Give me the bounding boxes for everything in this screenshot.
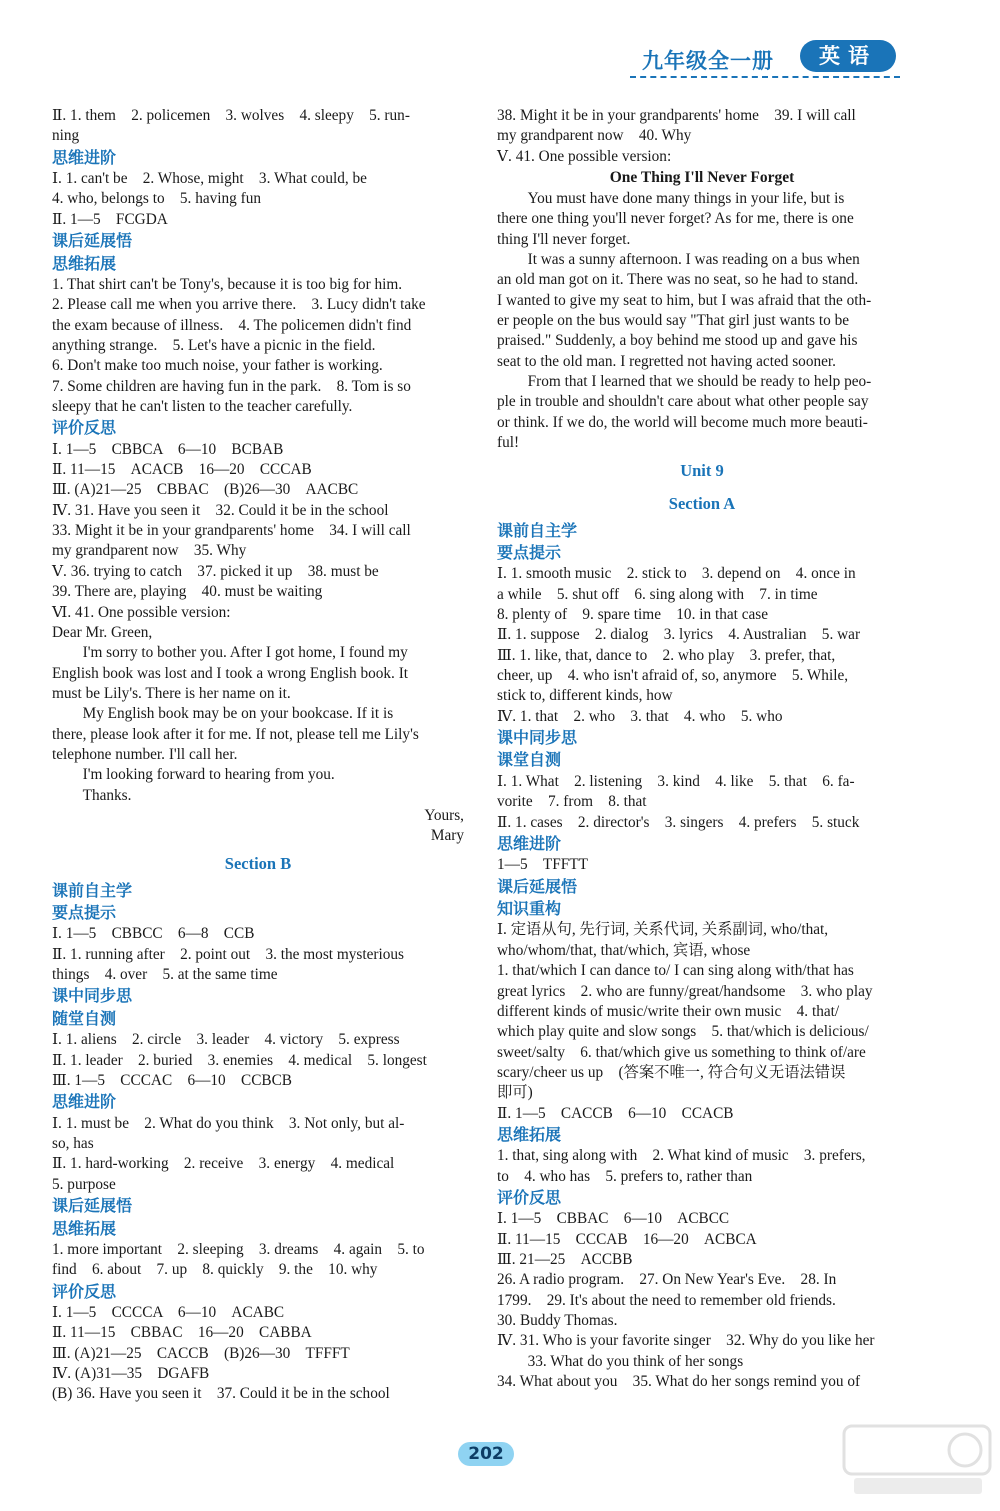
text-line: Ⅱ. 1. suppose 2. dialog 3. lyrics 4. Australian 5. war	[497, 626, 861, 644]
text-line: 39. There are, playing 40. must be waiting	[52, 583, 323, 601]
text-line: Ⅱ. 1—5 CACCB 6—10 CCACB	[497, 1104, 734, 1122]
text-line: Ⅰ. 1—5 CCCCA 6—10 ACABC	[52, 1304, 285, 1321]
text-line: ning	[52, 127, 80, 145]
text-line: 5. purpose	[52, 1175, 116, 1193]
section-heading: 课前自主学	[52, 880, 133, 900]
text-line: Ⅱ. 11—15 CBBAC 16—20 CABBA	[52, 1324, 312, 1342]
text-line: Ⅱ. 1. running after 2. point out 3. the most mysterious	[52, 945, 404, 963]
text-line: there, please look after it for me. If not, please tell me Lily's	[52, 725, 419, 743]
text-line: 1—5 TFFTT	[497, 856, 588, 874]
text-line: there one thing you'll never forget? As for me, there is one	[497, 210, 854, 228]
text-line: sweet/salty 6. that/which give us something to think of/are	[497, 1043, 866, 1061]
text-line: Ⅲ. (A)21—25 CBBAC (B)26—30 AACBC	[52, 481, 359, 499]
section-heading: 评价反思	[52, 1281, 117, 1301]
section-heading: 评价反思	[52, 418, 117, 438]
watermark-logo	[840, 1420, 995, 1500]
paragraph-line: From that I learned that we should be ready to help peo-	[527, 373, 872, 391]
section-heading: 要点提示	[497, 542, 562, 562]
text-line: 7. Some children are having fun in the park. 8. Tom is so	[52, 377, 411, 395]
text-line: different kinds of music/write their own music 4. that/	[497, 1002, 840, 1020]
text-line: Ⅱ. 11—15 CCCAB 16—20 ACBCA	[497, 1230, 757, 1248]
section-heading: 思维拓展	[52, 253, 117, 273]
text-line: or think. If we do, the world will become much more beauti-	[497, 413, 868, 431]
left-column	[52, 106, 464, 1405]
text-line: Ⅰ. 定语从句, 先行词, 关系代词, 关系副词, who/that,	[497, 921, 829, 939]
section-heading: 思维进阶	[52, 147, 117, 167]
section-heading: 知识重构	[497, 899, 562, 919]
text-line: my grandparent now 35. Why	[52, 542, 247, 560]
text-line: Ⅵ. 41. One possible version:	[52, 603, 231, 621]
text-line: so, has	[52, 1135, 94, 1153]
text-line: find 6. about 7. up 8. quickly 9. the 10. why	[52, 1261, 378, 1279]
section-heading: 思维进阶	[497, 833, 562, 853]
text-line: Ⅴ. 41. One possible version:	[497, 147, 672, 165]
text-line: 30. Buddy Thomas.	[497, 1312, 618, 1330]
text-line: 1799. 29. It's about the need to remember old friends.	[497, 1291, 836, 1309]
text-line: telephone number. I'll call her.	[52, 745, 238, 763]
paragraph-line: My English book may be on your bookcase. If it is	[82, 705, 394, 723]
section-title: Unit 9	[680, 460, 724, 480]
text-line: er people on the bus would say "That girl just wants to be	[497, 312, 850, 330]
section-title: Section B	[224, 853, 292, 873]
text-line: Ⅰ. 1. can't be 2. Whose, might 3. What could, be	[52, 170, 367, 188]
text-line: thing I'll never forget.	[497, 230, 631, 248]
text-line: scary/cheer us up (答案不唯一, 符合句义无语法错误	[497, 1063, 846, 1081]
text-line: Ⅱ. 1. hard-working 2. receive 3. energy 4. medical	[52, 1155, 395, 1173]
text-line: 6. Don't make too much noise, your father is working.	[52, 357, 383, 375]
text-line: Ⅴ. 36. trying to catch 37. picked it up 38. must be	[52, 562, 379, 580]
text-line: great lyrics 2. who are funny/great/handsome 3. who play	[497, 982, 873, 1000]
section-heading: 思维拓展	[497, 1124, 562, 1144]
text-line: 即可)	[497, 1084, 533, 1102]
paragraph-line: 33. What do you think of her songs	[527, 1352, 744, 1370]
text-line: the exam because of illness. 4. The policemen didn't find	[52, 316, 412, 334]
text-line: 26. A radio program. 27. On New Year's Eve. 28. In	[497, 1271, 837, 1289]
paragraph-line: You must have done many things in your life, but is	[527, 190, 845, 208]
text-line: 34. What about you 35. What do her songs remind you of	[497, 1373, 861, 1391]
text-line: Ⅲ. (A)21—25 CACCB (B)26—30 TFFFT	[52, 1344, 350, 1362]
section-heading: 评价反思	[497, 1188, 562, 1207]
section-heading: 随堂自测	[52, 1008, 117, 1028]
section-heading: 思维拓展	[52, 1218, 117, 1238]
text-line: Ⅲ. 21—25 ACCBB	[497, 1251, 633, 1269]
section-heading: 课后延展悟	[497, 876, 578, 896]
text-line: Ⅰ. 1. aliens 2. circle 3. leader 4. victory 5. express	[52, 1031, 400, 1049]
signature-line: Mary	[430, 827, 464, 845]
text-line: 1. that, sing along with 2. What kind of music 3. prefers,	[497, 1147, 866, 1165]
section-heading: 思维进阶	[52, 1092, 117, 1112]
text-line: (B) 36. Have you seen it 37. Could it be in the school	[52, 1385, 390, 1403]
text-line: Dear Mr. Green,	[52, 623, 153, 641]
text-line: 8. plenty of 9. spare time 10. in that case	[497, 606, 769, 623]
section-heading: 课后延展悟	[52, 231, 133, 251]
text-line: Ⅱ. 1. them 2. policemen 3. wolves 4. sleepy 5. run-	[52, 107, 410, 124]
text-line: Ⅱ. 1. cases 2. director's 3. singers 4. prefers 5. stuck	[497, 813, 860, 831]
text-line: Ⅰ. 1—5 CBBAC 6—10 ACBCC	[497, 1210, 730, 1228]
paragraph-line: It was a sunny afternoon. I was reading on a bus when	[527, 251, 860, 269]
right-column	[497, 106, 907, 1393]
text-line: stick to, different kinds, how	[497, 687, 673, 705]
text-line: Ⅰ. 1—5 CBBCA 6—10 BCBAB	[52, 440, 284, 458]
text-line: sleepy that he can't listen to the teacher carefully.	[52, 398, 353, 415]
section-title: Section A	[668, 493, 736, 513]
signature-line: Yours,	[424, 806, 464, 824]
text-line: anything strange. 5. Let's have a picnic in the field.	[52, 336, 376, 354]
text-line: who/whom/that, that/which, 宾语, whose	[497, 941, 751, 959]
text-line: 33. Might it be in your grandparents' home 34. I will call	[52, 522, 411, 540]
page-number: 202	[458, 1442, 514, 1466]
paragraph-line: I'm sorry to bother you. After I got home, I found my	[82, 644, 408, 662]
text-line: a while 5. shut off 6. sing along with 7. in time	[497, 585, 818, 603]
section-heading: 课中同步思	[497, 728, 578, 748]
text-line: praised." Suddenly, a boy behind me stood up and gave his	[497, 332, 858, 350]
text-line: to 4. who has 5. prefers to, rather than	[497, 1167, 753, 1185]
text-line: Ⅱ. 1—5 FCGDA	[52, 210, 168, 228]
text-line: Ⅰ. 1. must be 2. What do you think 3. Not only, but al-	[52, 1114, 405, 1132]
header-divider	[630, 76, 900, 78]
essay-title: One Thing I'll Never Forget	[609, 169, 795, 187]
text-line: cheer, up 4. who isn't afraid of, so, anymore 5. While,	[497, 667, 849, 685]
grade-label: 九年级全一册	[642, 49, 774, 73]
text-line: Ⅲ. 1—5 CCCAC 6—10 CCBCB	[52, 1071, 292, 1089]
text-line: 1. That shirt can't be Tony's, because it is too big for him.	[52, 275, 403, 293]
text-line: vorite 7. from 8. that	[497, 793, 647, 811]
section-heading: 要点提示	[52, 903, 117, 923]
text-line: Ⅳ. 31. Who is your favorite singer 32. Why do you like her	[497, 1332, 875, 1350]
text-line: 38. Might it be in your grandparents' home 39. I will call	[497, 107, 856, 124]
paragraph-line: I'm looking forward to hearing from you.	[82, 766, 335, 784]
text-line: Ⅰ. 1. What 2. listening 3. kind 4. like 5. that 6. fa-	[497, 772, 855, 790]
text-line: which play quite and slow songs 5. that/which is delicious/	[497, 1023, 869, 1041]
paragraph-line: Thanks.	[82, 786, 132, 804]
text-line: Ⅳ. 1. that 2. who 3. that 4. who 5. who	[497, 707, 783, 725]
text-line: Ⅰ. 1. smooth music 2. stick to 3. depend on 4. once in	[497, 565, 856, 583]
text-line: ple in trouble and shouldn't care about what other people say	[497, 393, 869, 411]
text-line: English book was lost and I took a wrong English book. It	[52, 664, 409, 682]
page-header	[0, 0, 1000, 95]
text-line: things 4. over 5. at the same time	[52, 966, 278, 984]
text-line: I wanted to give my seat to him, but I was afraid that the oth-	[497, 291, 872, 309]
text-line: must be Lily's. There is her name on it.	[52, 684, 291, 702]
text-line: Ⅰ. 1—5 CBBCC 6—8 CCB	[52, 925, 255, 943]
text-line: Ⅳ. 31. Have you seen it 32. Could it be in the school	[52, 501, 389, 519]
section-heading: 课前自主学	[497, 520, 578, 540]
text-line: Ⅱ. 1. leader 2. buried 3. enemies 4. medical 5. longest	[52, 1051, 427, 1069]
text-line: Ⅲ. 1. like, that, dance to 2. who play 3. prefer, that,	[497, 646, 836, 664]
text-line: seat to the old man. I regretted not having acted sooner.	[497, 352, 836, 370]
text-line: Ⅳ. (A)31—35 DGAFB	[52, 1365, 210, 1383]
text-line: ful!	[497, 434, 520, 452]
section-heading: 课中同步思	[52, 986, 133, 1006]
section-heading: 课堂自测	[497, 750, 562, 770]
text-line: 1. more important 2. sleeping 3. dreams 4. again 5. to	[52, 1240, 425, 1258]
subject-badge: 英语	[800, 40, 896, 72]
text-line: 4. who, belongs to 5. having fun	[52, 190, 262, 208]
section-heading: 课后延展悟	[52, 1196, 133, 1216]
text-line: 2. Please call me when you arrive there. 3. Lucy didn't take	[52, 296, 426, 314]
text-line: 1. that/which I can dance to/ I can sing along with/that has	[497, 962, 854, 980]
text-line: my grandparent now 40. Why	[497, 127, 692, 145]
text-line: an old man got on it. There was no seat, so he had to stand.	[497, 271, 859, 289]
text-line: Ⅱ. 11—15 ACACB 16—20 CCCAB	[52, 461, 312, 479]
